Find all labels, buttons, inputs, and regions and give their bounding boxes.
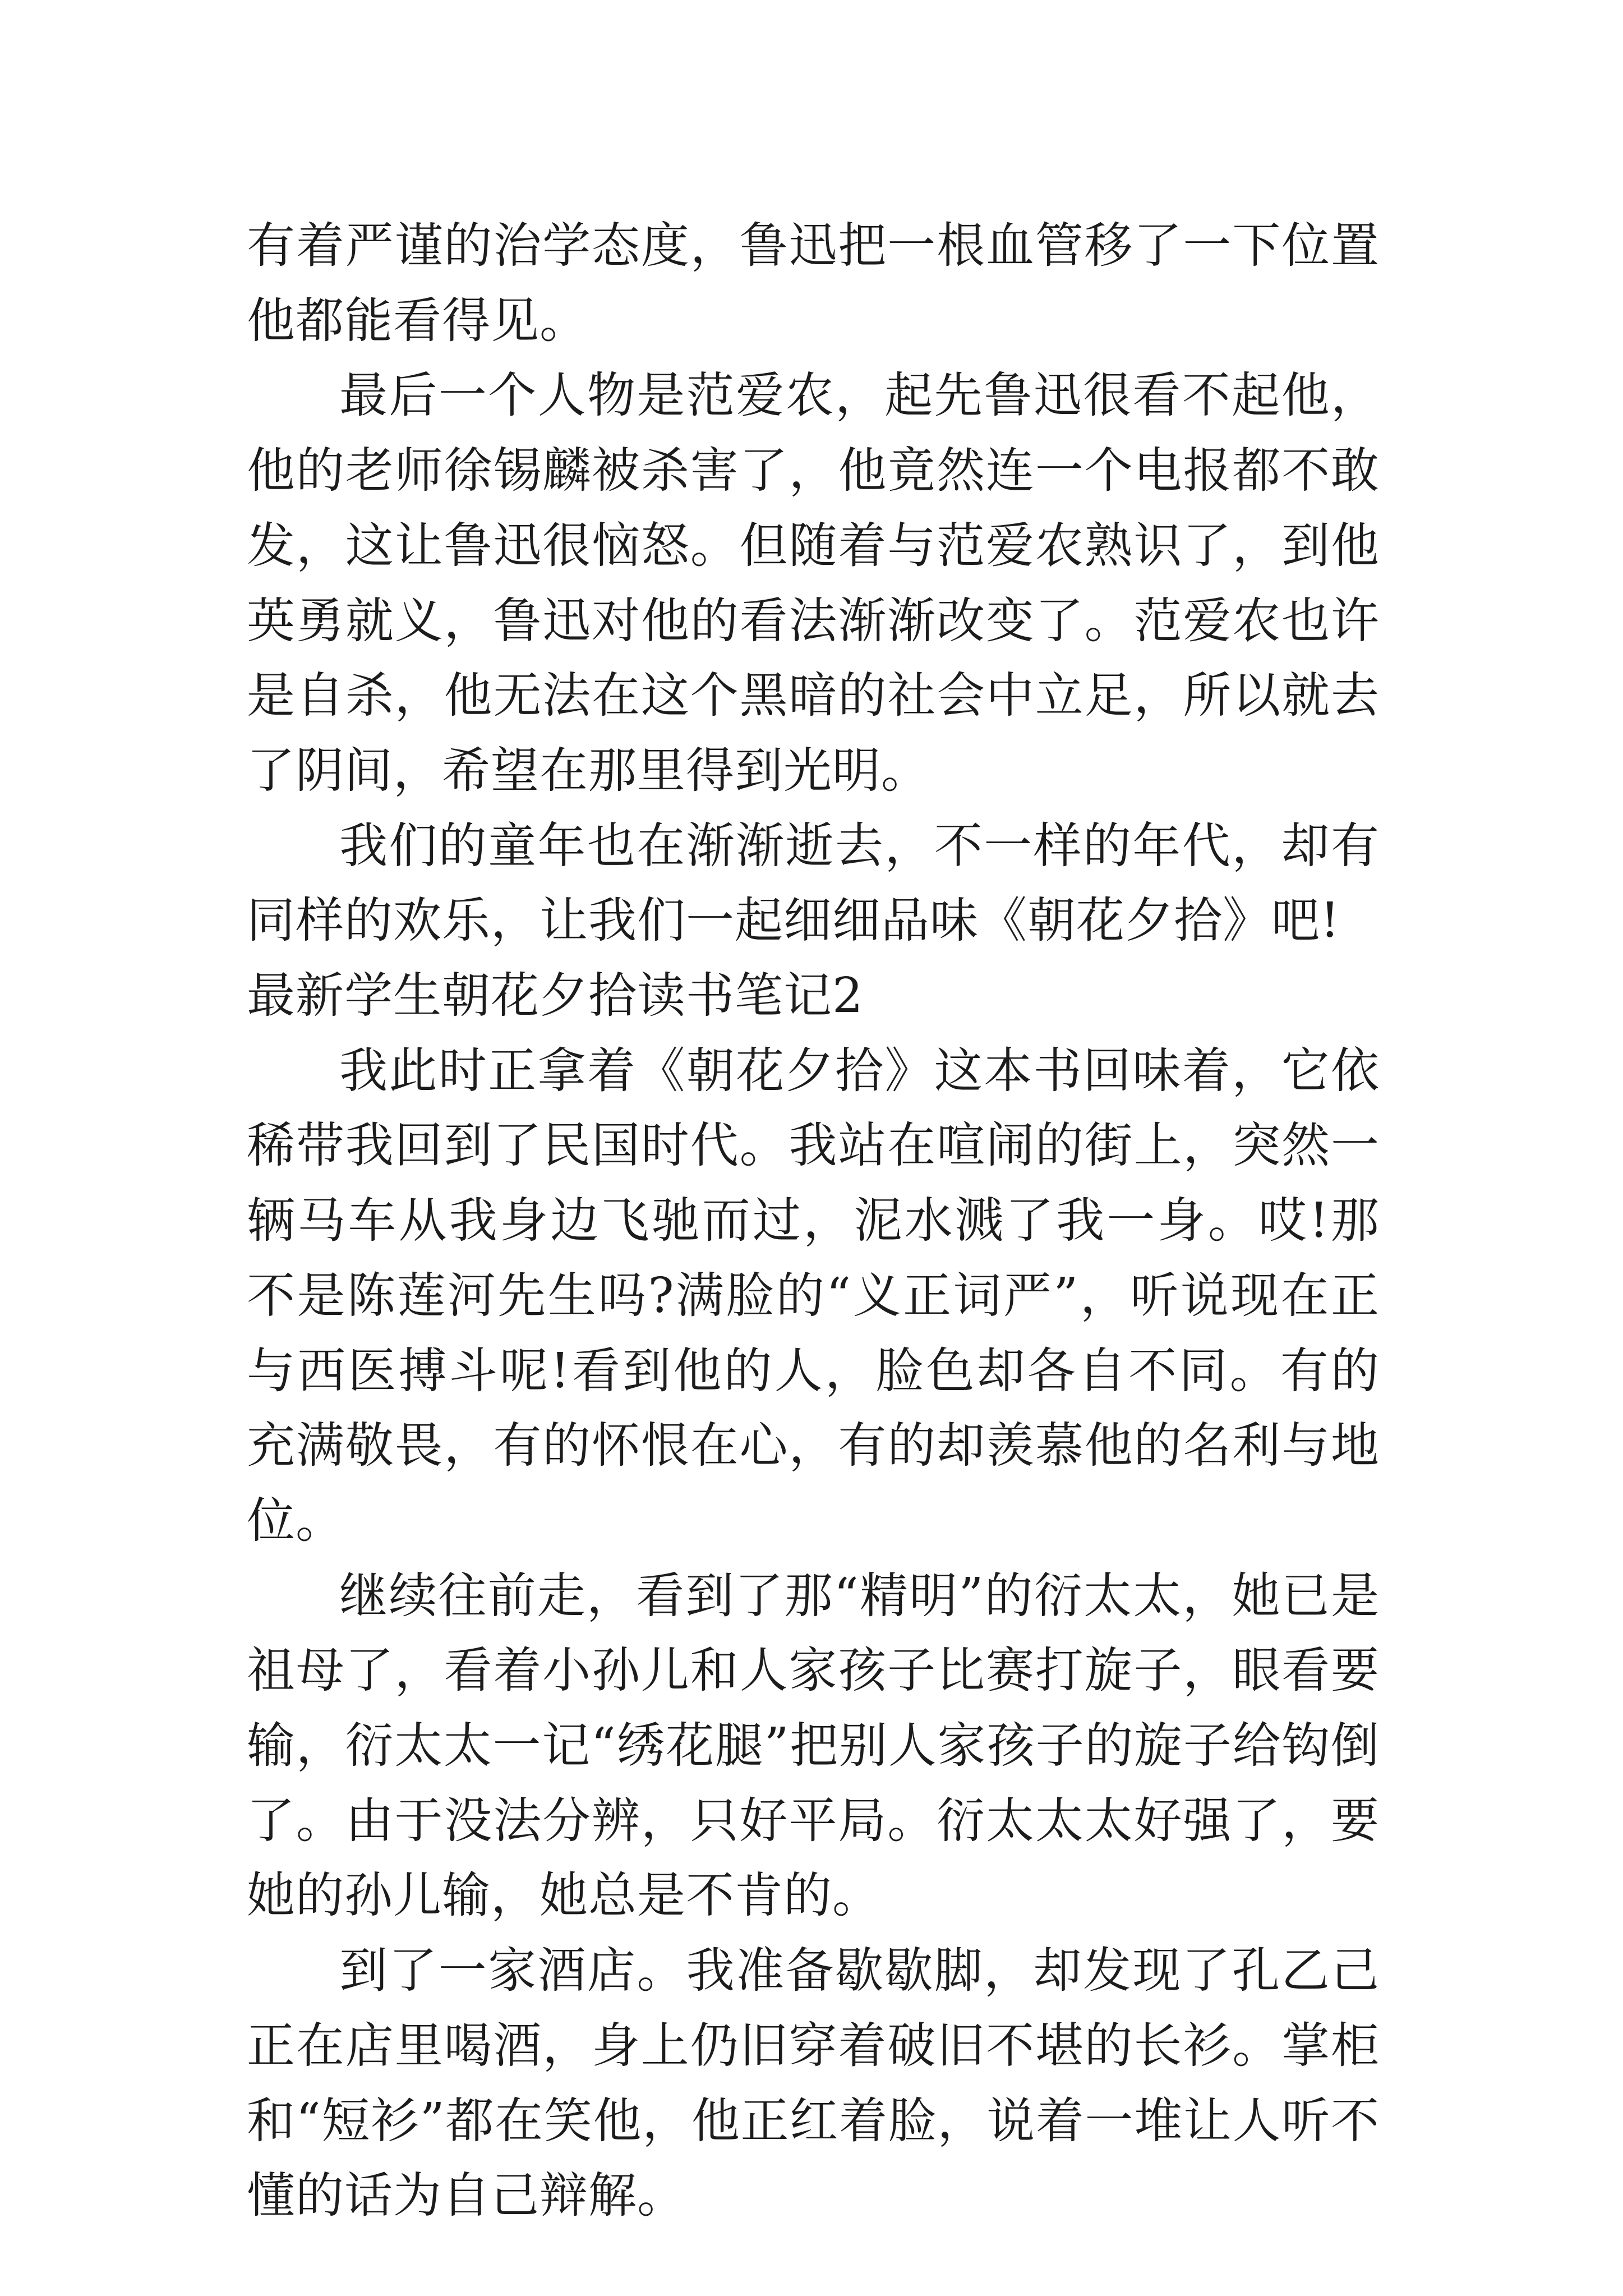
section-heading: 最新学生朝花夕拾读书笔记2 xyxy=(247,968,864,1024)
document-body xyxy=(247,209,1380,2234)
paragraph-kong-yiji: 到了一家酒店。我准备歇歇脚，却发现了孔乙己正在店里喝酒，身上仍旧穿着破旧不堪的长衫。掌柜和“短衫”都在笑他，他正红着脸，说着一堆让人听不懂的话为自己辩解。 xyxy=(247,1943,1380,2224)
paragraph-childhood: 我们的童年也在渐渐逝去，不一样的年代，却有同样的欢乐，让我们一起细细品味《朝花夕拾》吧! xyxy=(247,817,1380,949)
paragraph-continued: 有着严谨的治学态度，鲁迅把一根血管移了一下位置他都能看得见。 xyxy=(247,218,1380,349)
paragraph-fan-ainong: 最后一个人物是范爱农，起先鲁迅很看不起他，他的老师徐锡麟被杀害了，他竟然连一个电报都不敢发，这让鲁迅很恼怒。但随着与范爱农熟识了，到他英勇就义，鲁迅对他的看法渐渐改变了。范爱农也许是自杀，他无法在这个黑暗的社会中立足，所以就去了阴间，希望在那里得到光明。 xyxy=(247,367,1380,799)
paragraph-yan-taitai: 继续往前走，看到了那“精明”的衍太太，她已是祖母了，看着小孙儿和人家孩子比赛打旋子，眼看要输，衍太太一记“绣花腿”把别人家孩子的旋子给钩倒了。由于没法分辨，只好平局。衍太太太好强了，要她的孙儿输，她总是不肯的。 xyxy=(247,1567,1380,1924)
paragraph-minguo-street: 我此时正拿着《朝花夕拾》这本书回味着，它依稀带我回到了民国时代。我站在喧闹的街上，突然一辆马车从我身边飞驰而过，泥水溅了我一身。哎!那不是陈莲河先生吗?满脸的“义正词严”，听说现在正与西医搏斗呢!看到他的人，脸色却各自不同。有的充满敬畏，有的怀恨在心，有的却羡慕他的名利与地位。 xyxy=(247,1042,1380,1549)
